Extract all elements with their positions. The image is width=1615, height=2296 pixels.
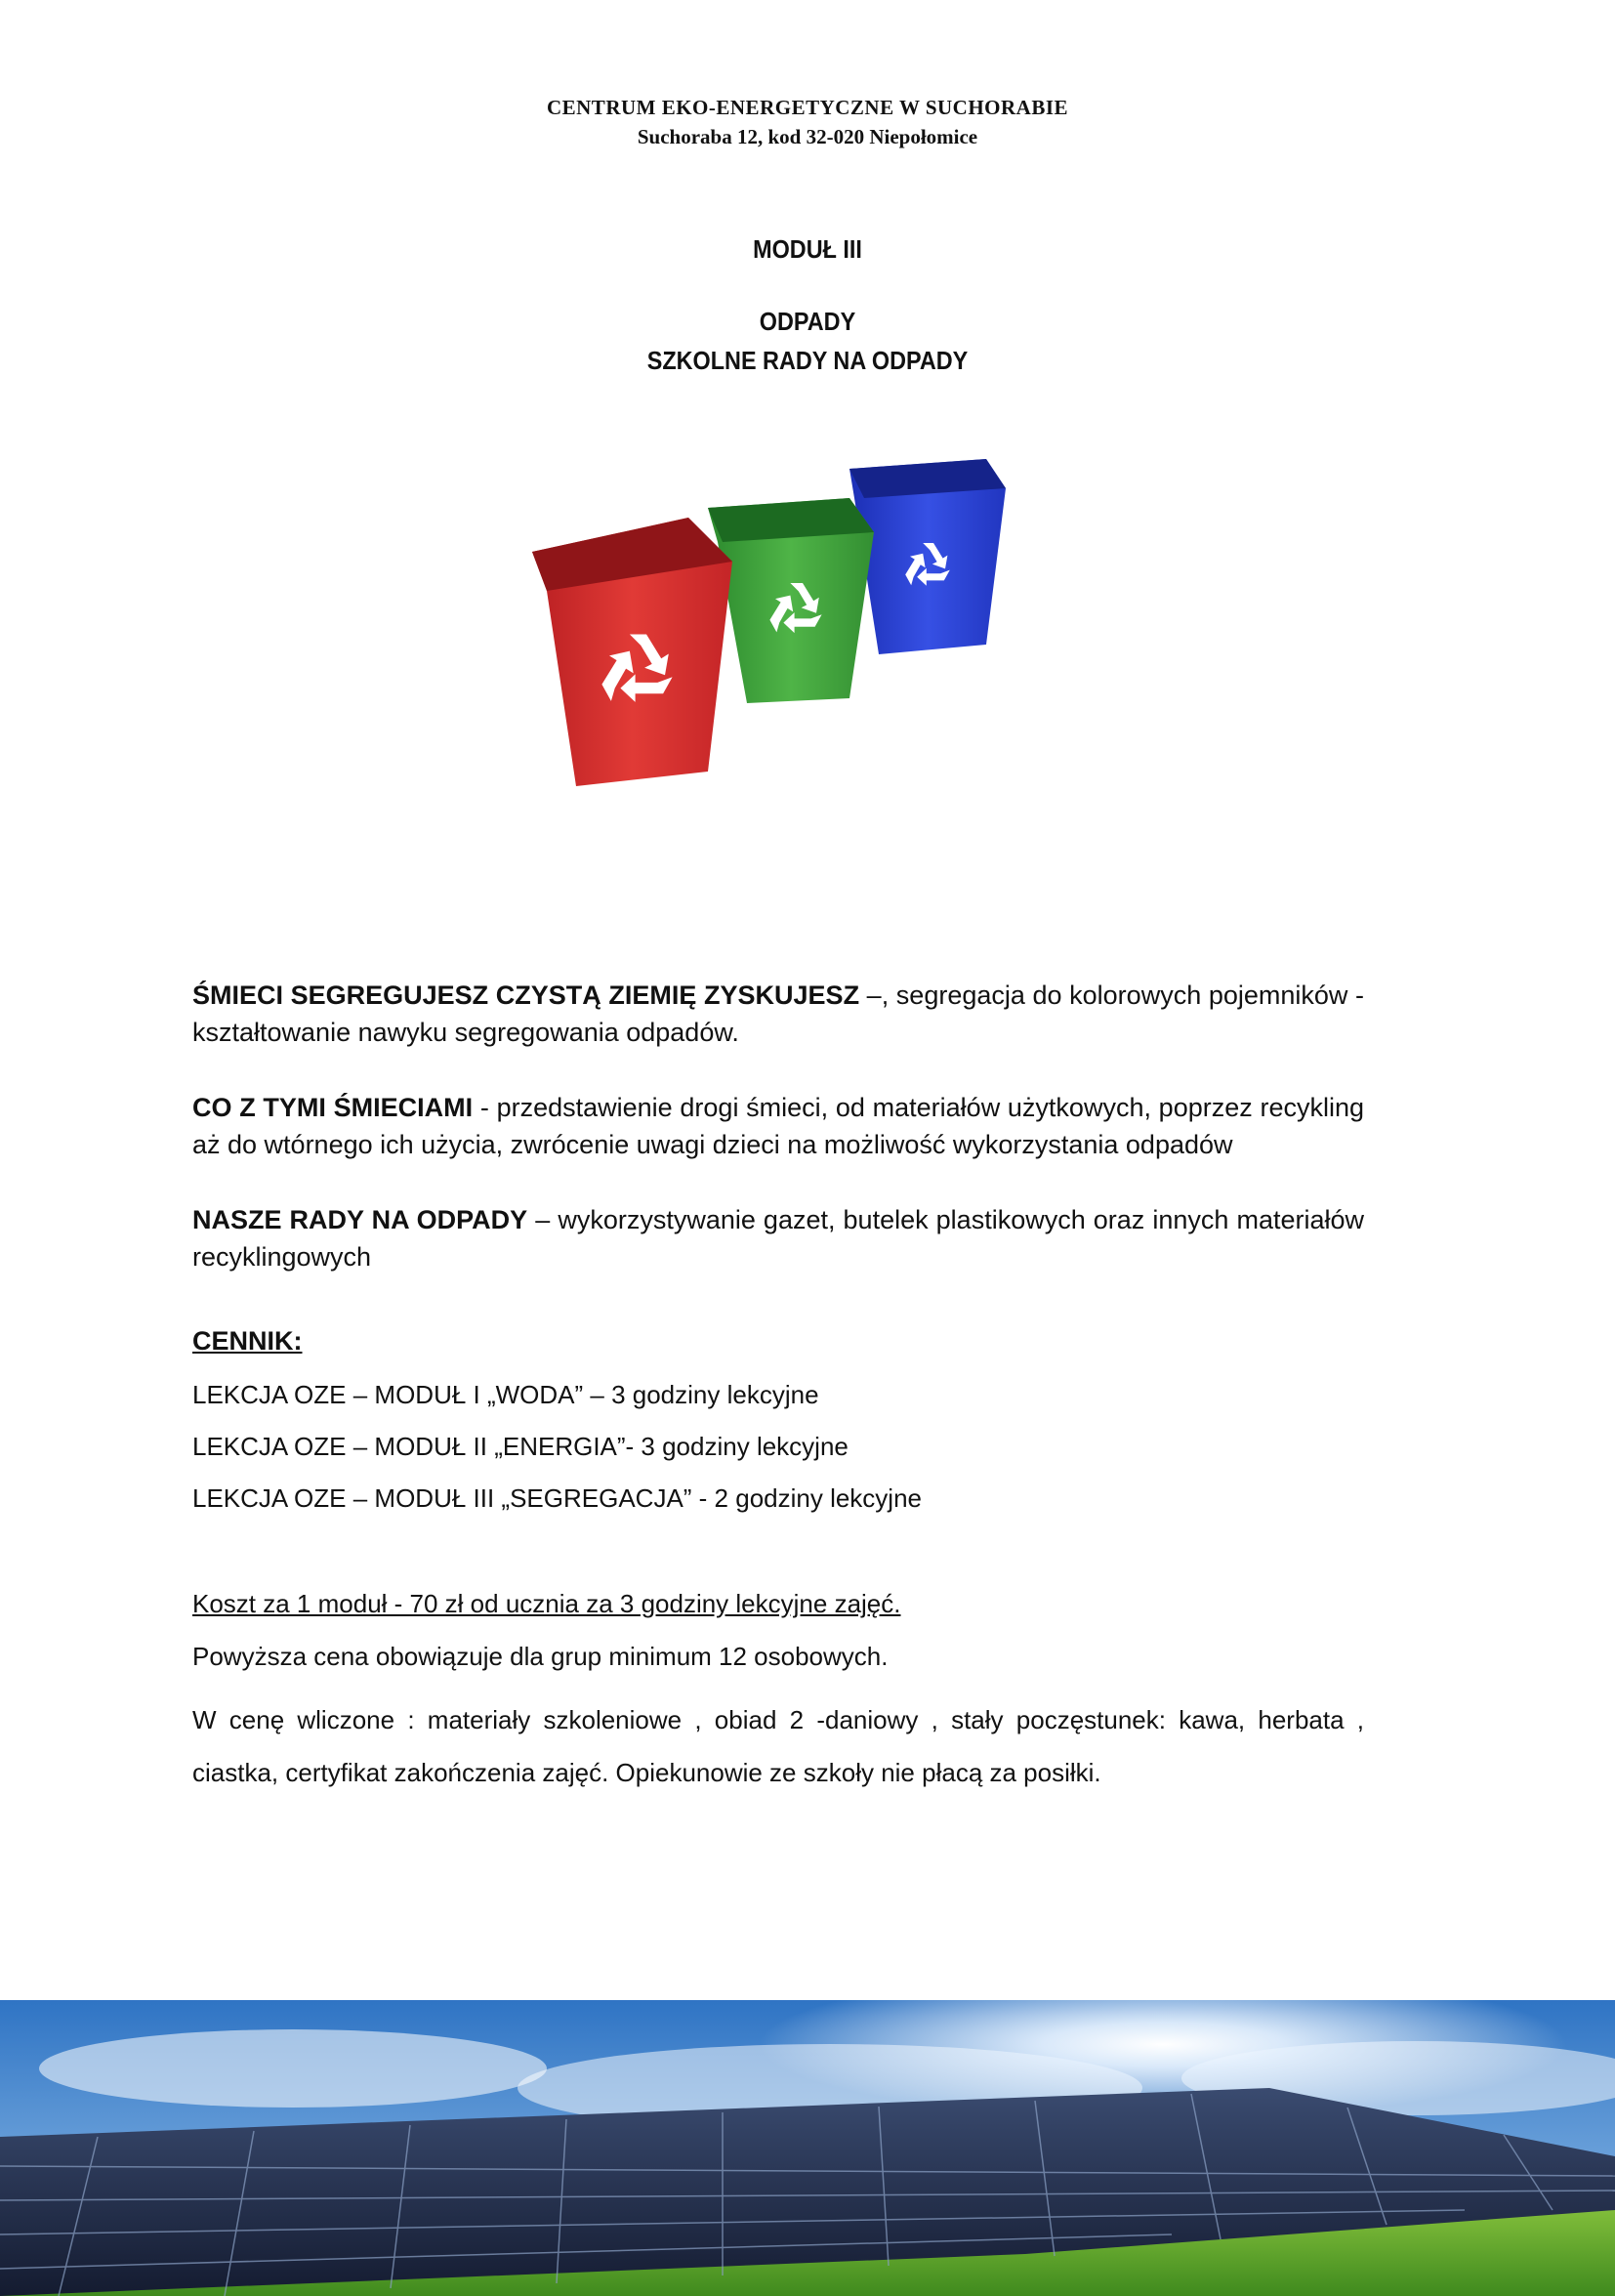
topic-title: ODPADY [759, 307, 856, 336]
green-bin-icon [708, 498, 874, 703]
paragraph-waste-path [192, 1089, 1364, 1163]
included-items-note: W cenę wliczone : materiały szkoleniowe , obiad 2 -daniowy , stały poczęstunek: kawa, herbata , ciastka, certyfikat zakończenia zajęć. Opiekunowie ze szkoły nie płacą za posiłki. [192, 1705, 1364, 1787]
paragraph-waste-path-text: - przedstawienie drogi śmieci, od materiałów użytkowych, poprzez recykling aż do wtórnego ich użycia, zwrócenie uwagi dzieci na możliwość wykorzystania odpadów [192, 1093, 1364, 1159]
paragraph-waste-path-heading: CO Z TYMI ŚMIECIAMI [192, 1093, 474, 1122]
paragraph-segregation-heading: ŚMIECI SEGREGUJESZ CZYSTĄ ZIEMIĘ ZYSKUJESZ [192, 981, 860, 1010]
price-list-item: LEKCJA OZE – MODUŁ III „SEGREGACJA” - 2 godziny lekcyjne [192, 1483, 923, 1513]
paragraph-segregation-text: –, segregacja do kolorowych pojemników - kształtowanie nawyku segregowania odpadów. [192, 981, 1364, 1047]
price-list-heading: CENNIK: [192, 1326, 303, 1356]
price-list-item: LEKCJA OZE – MODUŁ II „ENERGIA”- 3 godziny lekcyjne [192, 1432, 849, 1461]
organization-name: CENTRUM EKO-ENERGETYCZNE W SUCHORABIE [546, 96, 1069, 119]
paragraph-advice [192, 1201, 1364, 1275]
red-bin-icon [532, 518, 732, 786]
paragraph-segregation [192, 977, 1364, 1051]
solar-panels-banner [0, 2000, 1615, 2296]
recycling-bins-image [527, 449, 1035, 801]
blue-bin-icon [849, 459, 1006, 654]
price-list-item: LEKCJA OZE – MODUŁ I „WODA” – 3 godziny lekcyjne [192, 1380, 819, 1409]
subtitle: SZKOLNE RADY NA ODPADY [646, 346, 969, 375]
group-size-note: Powyższa cena obowiązuje dla grup minimum 12 osobowych. [192, 1642, 889, 1671]
paragraph-advice-text: – wykorzystywanie gazet, butelek plastikowych oraz innych materiałów recyklingowych [192, 1205, 1364, 1272]
cost-line: Koszt za 1 moduł - 70 zł od ucznia za 3 godziny lekcyjne zajęć. [192, 1589, 901, 1618]
paragraph-advice-heading: NASZE RADY NA ODPADY [192, 1205, 528, 1234]
module-title: MODUŁ III [753, 234, 862, 264]
organization-address: Suchoraba 12, kod 32-020 Niepołomice [637, 125, 978, 148]
